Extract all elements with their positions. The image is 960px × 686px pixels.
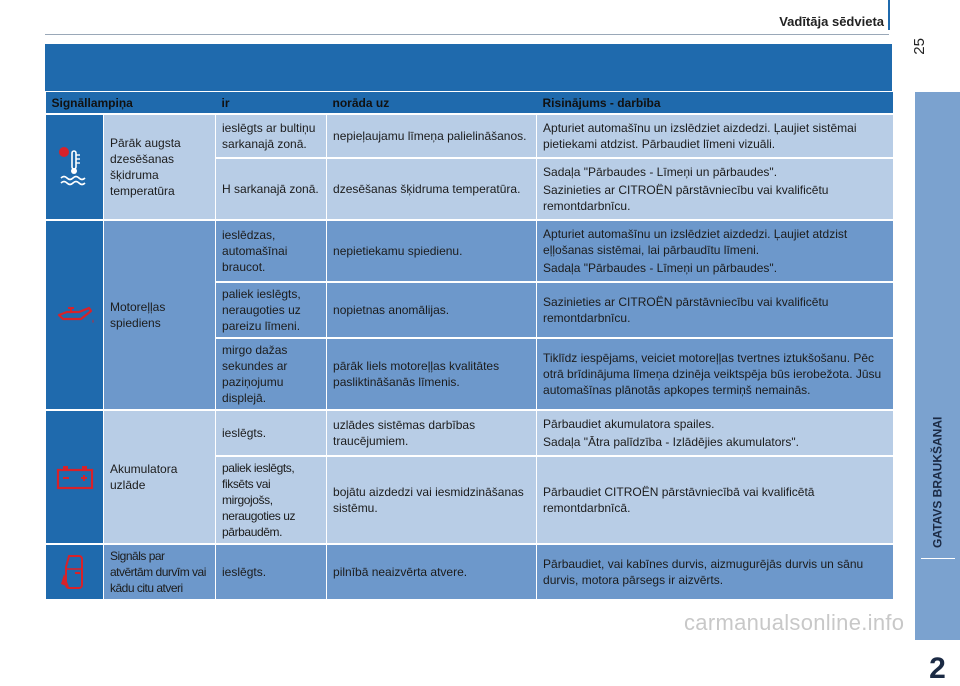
watermark: carmanualsonline.info [684, 610, 905, 635]
chapter-number: 2 [929, 652, 946, 685]
header-accent-bar [888, 0, 890, 30]
lamp-state: ieslēdzas, automašīnai braucot. [216, 220, 327, 282]
lamp-cause: bojātu aizdedzi vai iesmidzināšanas sistēmu. [327, 456, 537, 544]
action-text: Sadaļa "Pārbaudes - Līmeņi un pārbaudes". [543, 165, 778, 179]
chapter-sidebar [915, 92, 960, 685]
column-header-action: Risinājums - darbība [537, 92, 893, 114]
lamp-name: Pārāk augsta dzesēšanas šķidruma temperatūra [104, 114, 216, 220]
lamp-cause: nepieļaujamu līmeņa palielināšanos. [327, 114, 537, 158]
action-text: Pārbaudiet, vai kabīnes durvis, aizmugurējās durvis un sānu durvis, motora pārsegs ir aizvērts. [543, 557, 864, 587]
door-open-icon [46, 544, 104, 599]
chapter-label-text: GATAVS BRAUKŠANAI [930, 416, 945, 548]
lamp-state: ieslēgts ar bultiņu sarkanajā zonā. [216, 114, 327, 158]
action-text: Sadaļa "Ātra palīdzība - Izlādējies akumulators". [543, 435, 799, 449]
table-header-row [46, 92, 893, 114]
page-number: 25 [911, 38, 928, 55]
lamp-state: H sarkanajā zonā. [216, 158, 327, 220]
lamp-action [537, 282, 893, 338]
table-row [46, 220, 893, 282]
table-row [46, 114, 893, 158]
action-text: Apturiet automašīnu un izslēdziet aizdedzi. Ļaujiet atdzist eļļošanas sistēmai, lai pārbaudītu līmeni. [543, 227, 848, 257]
lamp-action [537, 456, 893, 544]
lamp-name: Motoreļļas spiediens [104, 220, 216, 410]
oil-pressure-icon [46, 220, 104, 410]
warning-lamps-table [45, 92, 893, 599]
lamp-action [537, 114, 893, 158]
column-header-state: ir [216, 92, 327, 114]
action-text: Sadaļa "Pārbaudes - Līmeņi un pārbaudes". [543, 261, 778, 275]
lamp-action [537, 220, 893, 282]
header-divider [45, 34, 889, 35]
chapter-label [915, 92, 960, 548]
lamp-name: Akumulatora uzlāde [104, 410, 216, 544]
section-title: Vadītāja sēdvieta [779, 14, 884, 29]
lamp-state: ieslēgts. [216, 410, 327, 456]
column-header-cause: norāda uz [327, 92, 537, 114]
lamp-cause: nopietnas anomālijas. [327, 282, 537, 338]
lamp-cause: pārāk liels motoreļļas kvalitātes pasliktināšanās līmenis. [327, 338, 537, 410]
lamp-state: paliek ieslēgts, fiksēts vai mirgojošs, neraugoties uz pārbaudēm. [216, 456, 327, 544]
lamp-cause: pilnībā neaizvērta atvere. [327, 544, 537, 599]
lamp-cause: uzlādes sistēmas darbības traucējumiem. [327, 410, 537, 456]
action-text: Sazinieties ar CITROËN pārstāvniecību vai kvalificētu remontdarbnīcu. [543, 183, 829, 213]
lamp-action [537, 158, 893, 220]
lamp-state: paliek ieslēgts, neraugoties uz pareizu līmeni. [216, 282, 327, 338]
coolant-temperature-icon [46, 114, 104, 220]
table-title-bar [45, 44, 892, 91]
action-text: Pārbaudiet akumulatora spailes. [543, 417, 715, 431]
lamp-name: Signāls par atvērtām durvīm vai kādu citu atveri [104, 544, 216, 599]
lamp-cause: nepietiekamu spiedienu. [327, 220, 537, 282]
table-row [46, 410, 893, 456]
lamp-action [537, 544, 893, 599]
action-text: Tiklīdz iespējams, veiciet motoreļļas tvertnes iztukšošanu. Pēc otrā brīdinājuma līmeņa dzinēja veiktspēja būs ierobežota. Jūsu automašīnas plānotās apkopes termiņš nemainās. [543, 351, 882, 397]
table-row [46, 544, 893, 599]
action-text: Apturiet automašīnu un izslēdziet aizdedzi. Ļaujiet sistēmai pietiekami atdzist. Pārbaudiet līmeni vizuāli. [543, 121, 857, 151]
lamp-cause: dzesēšanas šķidruma temperatūra. [327, 158, 537, 220]
battery-icon [46, 410, 104, 544]
lamp-state: mirgo dažas sekundes ar paziņojumu displejā. [216, 338, 327, 410]
sidebar-divider [921, 558, 955, 559]
lamp-action [537, 410, 893, 456]
column-header-lamp: Signāllampiņa [46, 92, 216, 114]
action-text: Sazinieties ar CITROËN pārstāvniecību vai kvalificētu remontdarbnīcu. [543, 295, 829, 325]
action-text: Pārbaudiet CITROËN pārstāvniecībā vai kvalificētā remontdarbnīcā. [543, 485, 815, 515]
lamp-action [537, 338, 893, 410]
lamp-state: ieslēgts. [216, 544, 327, 599]
